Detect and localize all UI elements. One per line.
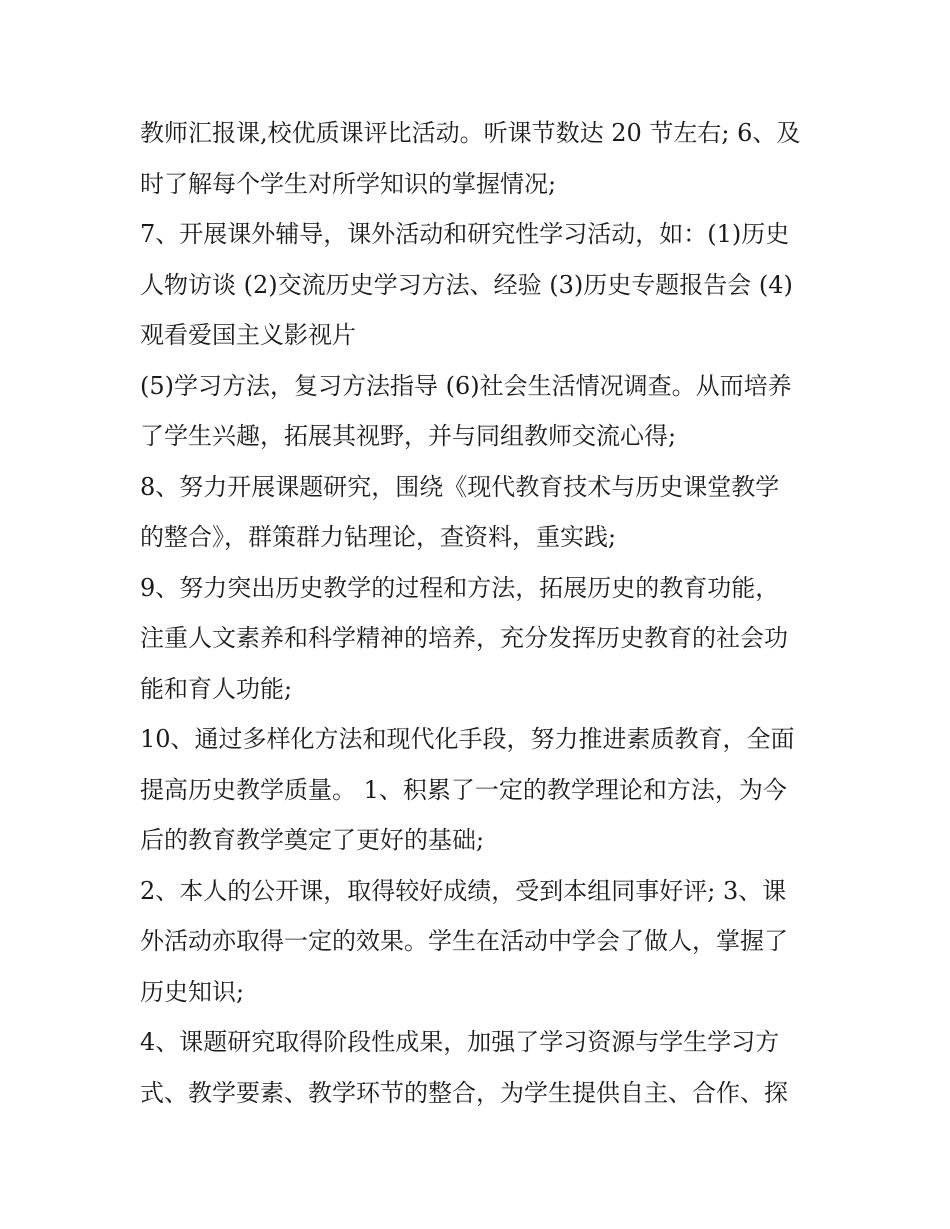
text-line: 历史知识;: [140, 977, 245, 1006]
text-line: 2、本人的公开课，取得较好成绩，受到本组同事好评; 3、课: [140, 876, 787, 905]
text-line: 外活动亦取得一定的效果。学生在活动中学会了做人，掌握了: [140, 927, 788, 955]
text-line: (5)学习方法，复习方法指导 (6)社会生活情况调查。从而培养: [140, 371, 792, 400]
text-line: 的整合》，群策群力钻理论，查资料，重实践;: [140, 523, 617, 551]
text-line: 提高历史教学质量。 1、积累了一定的教学理论和方法，为今: [140, 775, 787, 804]
text-line: 能和育人功能;: [140, 674, 293, 703]
text-line: 观看爱国主义影视片: [140, 321, 356, 349]
text-line: 8、努力开展课题研究，围绕《现代教育技术与历史课堂教学: [140, 472, 780, 501]
text-line: 9、努力突出历史教学的过程和方法，拓展历史的教育功能，: [140, 573, 780, 602]
document-body: [140, 108, 820, 1118]
text-line: 式、教学要素、教学环节的整合，为学生提供自主、合作、探: [140, 1078, 788, 1107]
text-line: 4、课题研究取得阶段性成果，加强了学习资源与学生学习方: [140, 1028, 780, 1056]
text-line: 了学生兴趣，拓展其视野，并与同组教师交流心得;: [140, 422, 677, 450]
text-line: 后的教育教学奠定了更好的基础;: [140, 826, 485, 854]
text-line: 时了解每个学生对所学知识的掌握情况;: [140, 169, 557, 198]
text-line: 人物访谈 (2)交流历史学习方法、经验 (3)历史专题报告会 (4): [140, 270, 793, 299]
text-line: 10、通过多样化方法和现代化手段，努力推进素质教育，全面: [140, 725, 795, 753]
text-line: 注重人文素养和科学精神的培养，充分发挥历史教育的社会功: [140, 624, 788, 652]
text-line: 7、开展课外辅导，课外活动和研究性学习活动，如：(1)历史: [140, 220, 790, 248]
text-line: 教师汇报课,校优质课评比活动。听课节数达 20 节左右; 6、及: [140, 119, 801, 147]
